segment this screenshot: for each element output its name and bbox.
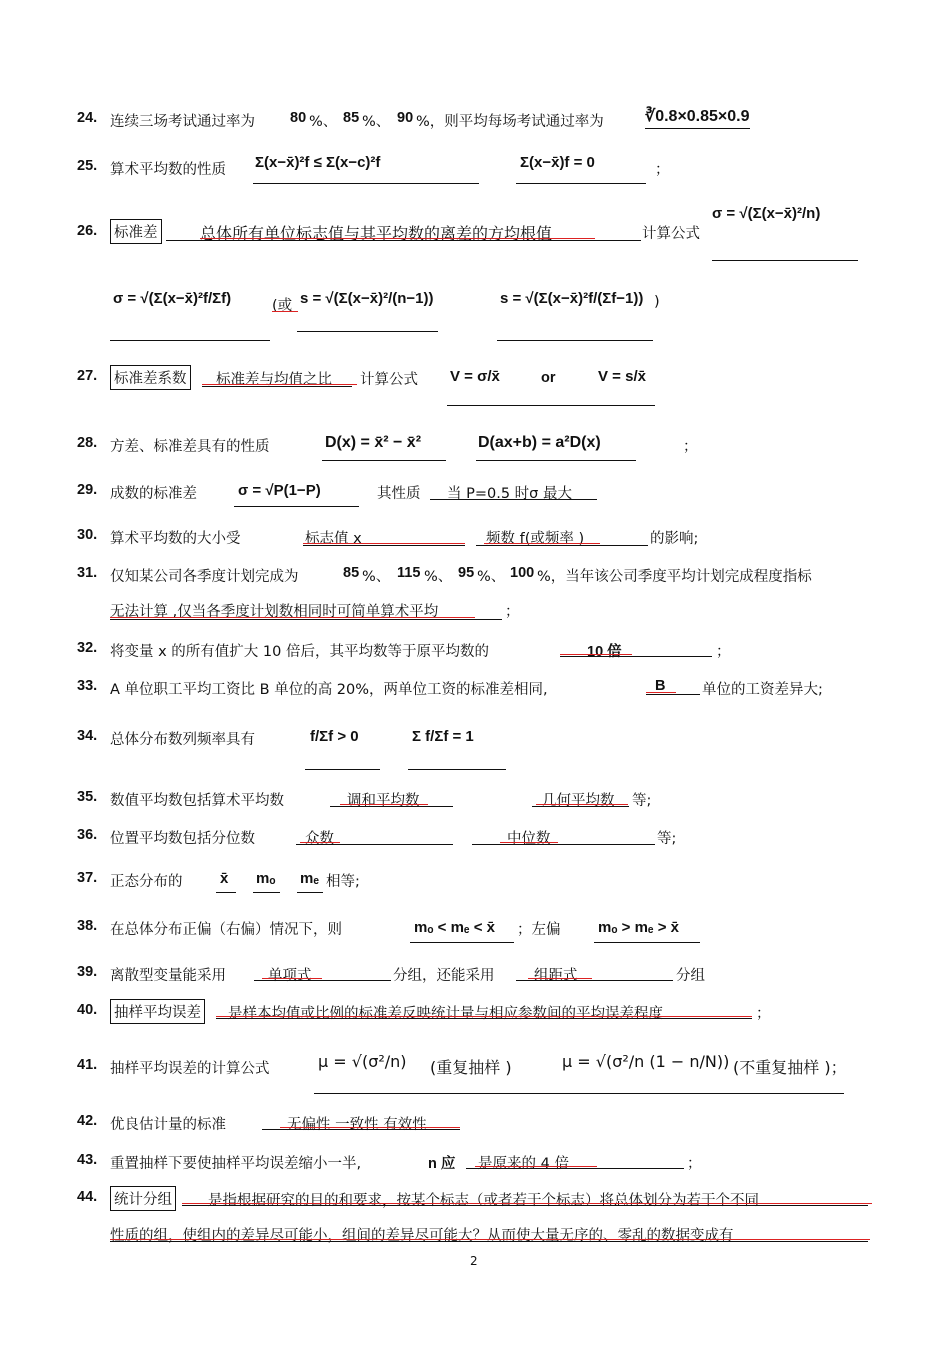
answer: 众数	[305, 831, 334, 847]
text: 分组	[676, 968, 705, 984]
item-number: 35.	[77, 789, 98, 805]
answer: 无偏性 一致性 有效性	[287, 1117, 427, 1133]
item-number: 34.	[77, 728, 98, 744]
text: 将变量 x 的所有值扩大 10 倍后，其平均数等于原平均数的	[110, 644, 489, 660]
text: 方差、标准差具有的性质	[110, 439, 270, 455]
text: 优良估计量的标准	[110, 1117, 226, 1133]
item-number: 27.	[77, 368, 98, 384]
text: ；左偏	[517, 922, 561, 938]
answer: 是样本均值或比例的标准差反映统计量与相应参数间的平均误差程度	[228, 1006, 663, 1022]
item-number: 38.	[77, 918, 98, 934]
text: 等;	[632, 793, 652, 809]
formula: f/Σf > 0	[310, 728, 359, 745]
val: 95	[458, 565, 475, 581]
formula: μ = √(σ²/n)	[318, 1052, 407, 1071]
item-number: 42.	[77, 1113, 98, 1129]
answer: 组距式	[534, 968, 578, 984]
text: 重置抽样下要使抽样平均误差缩小一半,	[110, 1156, 362, 1172]
text: 计算公式	[642, 226, 700, 242]
symbol: mₑ	[300, 870, 319, 887]
answer: 当 P=0.5 时σ 最大	[447, 486, 572, 502]
formula: mₒ > mₑ > x̄	[598, 919, 679, 936]
text: 的影响;	[650, 531, 699, 547]
text: 连续三场考试通过率为	[110, 114, 255, 130]
item-number: 41.	[77, 1057, 98, 1073]
text: 算术平均数的性质	[110, 162, 226, 178]
item-number: 43.	[77, 1152, 98, 1168]
item-number: 44.	[77, 1189, 98, 1205]
text: 等;	[657, 831, 677, 847]
text: A 单位职工平均工资比 B 单位的高 20%，两单位工资的标准差相同,	[110, 682, 548, 698]
formula: Σ(x−x̄)²f ≤ Σ(x−c)²f	[255, 154, 381, 171]
text: 位置平均数包括分位数	[110, 831, 255, 847]
answer: B	[655, 678, 666, 694]
item-number: 25.	[77, 158, 98, 174]
formula: mₒ < mₑ < x̄	[414, 919, 495, 936]
val: 90	[397, 110, 414, 126]
answer: 是指根据研究的目的和要求，按某个标志（或者若干个标志）将总体划分为若干个不同	[208, 1193, 759, 1209]
answer: 标准差与均值之比	[216, 372, 332, 388]
text: 仅知某公司各季度计划完成为	[110, 569, 299, 585]
formula: μ = √(σ²/n (1 − n/N))	[562, 1052, 730, 1071]
formula: V = σ/x̄	[450, 368, 500, 385]
answer: 单项式	[268, 968, 312, 984]
term-box: 标准差	[110, 219, 162, 244]
item-number: 24.	[77, 110, 98, 126]
answer: 几何平均数	[542, 793, 615, 809]
formula: σ = √P(1−P)	[238, 482, 321, 499]
text: ；	[756, 1006, 771, 1022]
text: ；	[655, 162, 670, 178]
text: ；	[716, 644, 731, 660]
answer: 调和平均数	[347, 793, 420, 809]
text: 成数的标准差	[110, 486, 197, 502]
formula: σ = √(Σ(x−x̄)²/n)	[712, 205, 821, 222]
answer: 总体所有单位标志值与其平均数的离差的方均根值	[200, 224, 553, 243]
val: 115	[397, 565, 421, 581]
val: 85	[343, 110, 360, 126]
text: %、	[362, 114, 391, 130]
item-number: 29.	[77, 482, 98, 498]
formula: s = √(Σ(x−x̄)²f/(Σf−1))	[500, 290, 644, 307]
text: %，当年该公司季度平均计划完成程度指标	[537, 569, 812, 585]
answer: 10 倍	[587, 644, 622, 660]
text: (不重复抽样 )；	[733, 1058, 847, 1077]
text: 其性质	[377, 486, 421, 502]
item-number: 32.	[77, 640, 98, 656]
formula: V = s/x̄	[598, 368, 646, 385]
text: (重复抽样 )	[430, 1058, 512, 1077]
text: (或	[272, 298, 293, 314]
text: 计算公式	[360, 372, 418, 388]
text: 分组，还能采用	[393, 968, 495, 984]
formula: σ = √(Σ(x−x̄)²f/Σf)	[113, 290, 232, 307]
item-number: 31.	[77, 565, 98, 581]
item-number: 33.	[77, 678, 98, 694]
formula: Σ(x−x̄)f = 0	[520, 154, 595, 171]
text: %、	[362, 569, 391, 585]
formula: Σ f/Σf = 1	[412, 728, 474, 745]
val: 80	[290, 110, 307, 126]
formula: D(ax+b) = a²D(x)	[478, 434, 601, 451]
formula: s = √(Σ(x−x̄)²/(n−1))	[300, 290, 434, 307]
text: %、	[309, 114, 338, 130]
term-box: 抽样平均误差	[110, 999, 205, 1024]
term-box: 统计分组	[110, 1186, 176, 1211]
text: ；	[683, 439, 698, 455]
formula: ∛0.8×0.85×0.9	[645, 106, 750, 129]
text: ；	[505, 604, 520, 620]
answer: 中位数	[507, 831, 551, 847]
symbol: mₒ	[256, 870, 276, 887]
formula: D(x) = x̄² − x̄²	[325, 434, 422, 451]
text: %，则平均每场考试通过率为	[416, 114, 604, 130]
text: 在总体分布正偏（右偏）情况下，则	[110, 922, 342, 938]
text: )	[654, 294, 660, 310]
item-number: 40.	[77, 1002, 98, 1018]
text: 单位的工资差异大;	[702, 682, 823, 698]
val: 85	[343, 565, 360, 581]
text: 离散型变量能采用	[110, 968, 226, 984]
term-box: 标准差系数	[110, 365, 191, 390]
text: 相等;	[326, 874, 360, 890]
text: 总体分布数列频率具有	[110, 732, 255, 748]
text: n 应	[428, 1156, 456, 1172]
text: or	[541, 370, 556, 386]
item-number: 37.	[77, 870, 98, 886]
item-number: 30.	[77, 527, 98, 543]
answer: 无法计算 ,仅当各季度计划数相同时可简单算术平均	[110, 604, 439, 620]
page-number: 2	[470, 1254, 478, 1268]
text: 数值平均数包括算术平均数	[110, 793, 284, 809]
text: 抽样平均误差的计算公式	[110, 1061, 270, 1077]
item-number: 26.	[77, 223, 98, 239]
text: %、	[477, 569, 506, 585]
val: 100	[510, 565, 535, 581]
answer: 标志值 x	[305, 531, 362, 547]
item-number: 39.	[77, 964, 98, 980]
item-number: 36.	[77, 827, 98, 843]
answer: 是原来的 4 倍	[478, 1156, 569, 1172]
text: %、	[424, 569, 453, 585]
text: ；	[687, 1156, 702, 1172]
answer: 性质的组，使组内的差异尽可能小，组间的差异尽可能大？从而使大量无序的、零乱的数据变成有	[110, 1228, 734, 1244]
answer: 频数 f(或频率 )	[486, 531, 585, 547]
symbol: x̄	[220, 870, 229, 887]
text: 正态分布的	[110, 874, 183, 890]
text: 算术平均数的大小受	[110, 531, 241, 547]
item-number: 28.	[77, 435, 98, 451]
